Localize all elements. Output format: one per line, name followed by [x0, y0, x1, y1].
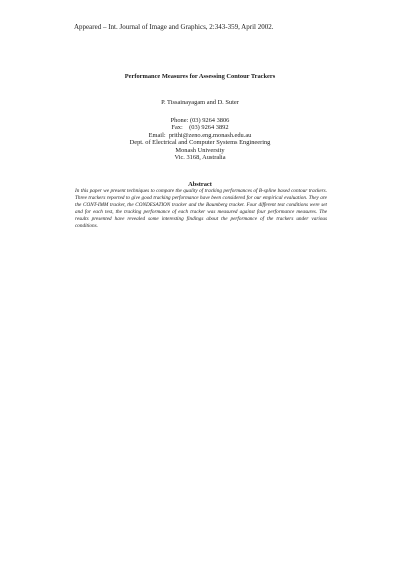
location-line: Vic. 3168, Australia	[174, 154, 226, 162]
paper-authors: P. Tissainayagam and D. Suter	[161, 99, 239, 106]
fax-line: Fax: (03) 9264 3892	[171, 124, 229, 132]
phone-line: Phone: (03) 9264 3806	[170, 117, 230, 124]
abstract-text: In this paper we present techniques to compare the quality of tracking performances of B-spline based contour trackers. Three trackers reported to give good tracking performance have been considered for our empirical evaluation. They are the CONT-IMM tracker, the CONDESATION tracker and the Baumberg tracker. Four different test conditions were set and for each test, the tracking performance of each tracker was measured against four performance measures. The results presented have revealed some interesting findings about the performance of the trackers under various conditions.	[75, 188, 327, 229]
university-line: Monash University	[175, 146, 225, 154]
publication-note: Appeared – Int. Journal of Image and Graphics, 2:343-359, April 2002.	[74, 23, 274, 31]
department-line: Dept. of Electrical and Computer Systems Engineering	[129, 139, 271, 147]
contact-block	[0, 117, 400, 161]
abstract-heading: Abstract	[188, 181, 212, 188]
paper-title: Performance Measures for Assessing Contour Trackers	[124, 73, 276, 80]
email-line: Email: prithi@zeno.eng.monash.edu.au	[148, 131, 252, 139]
